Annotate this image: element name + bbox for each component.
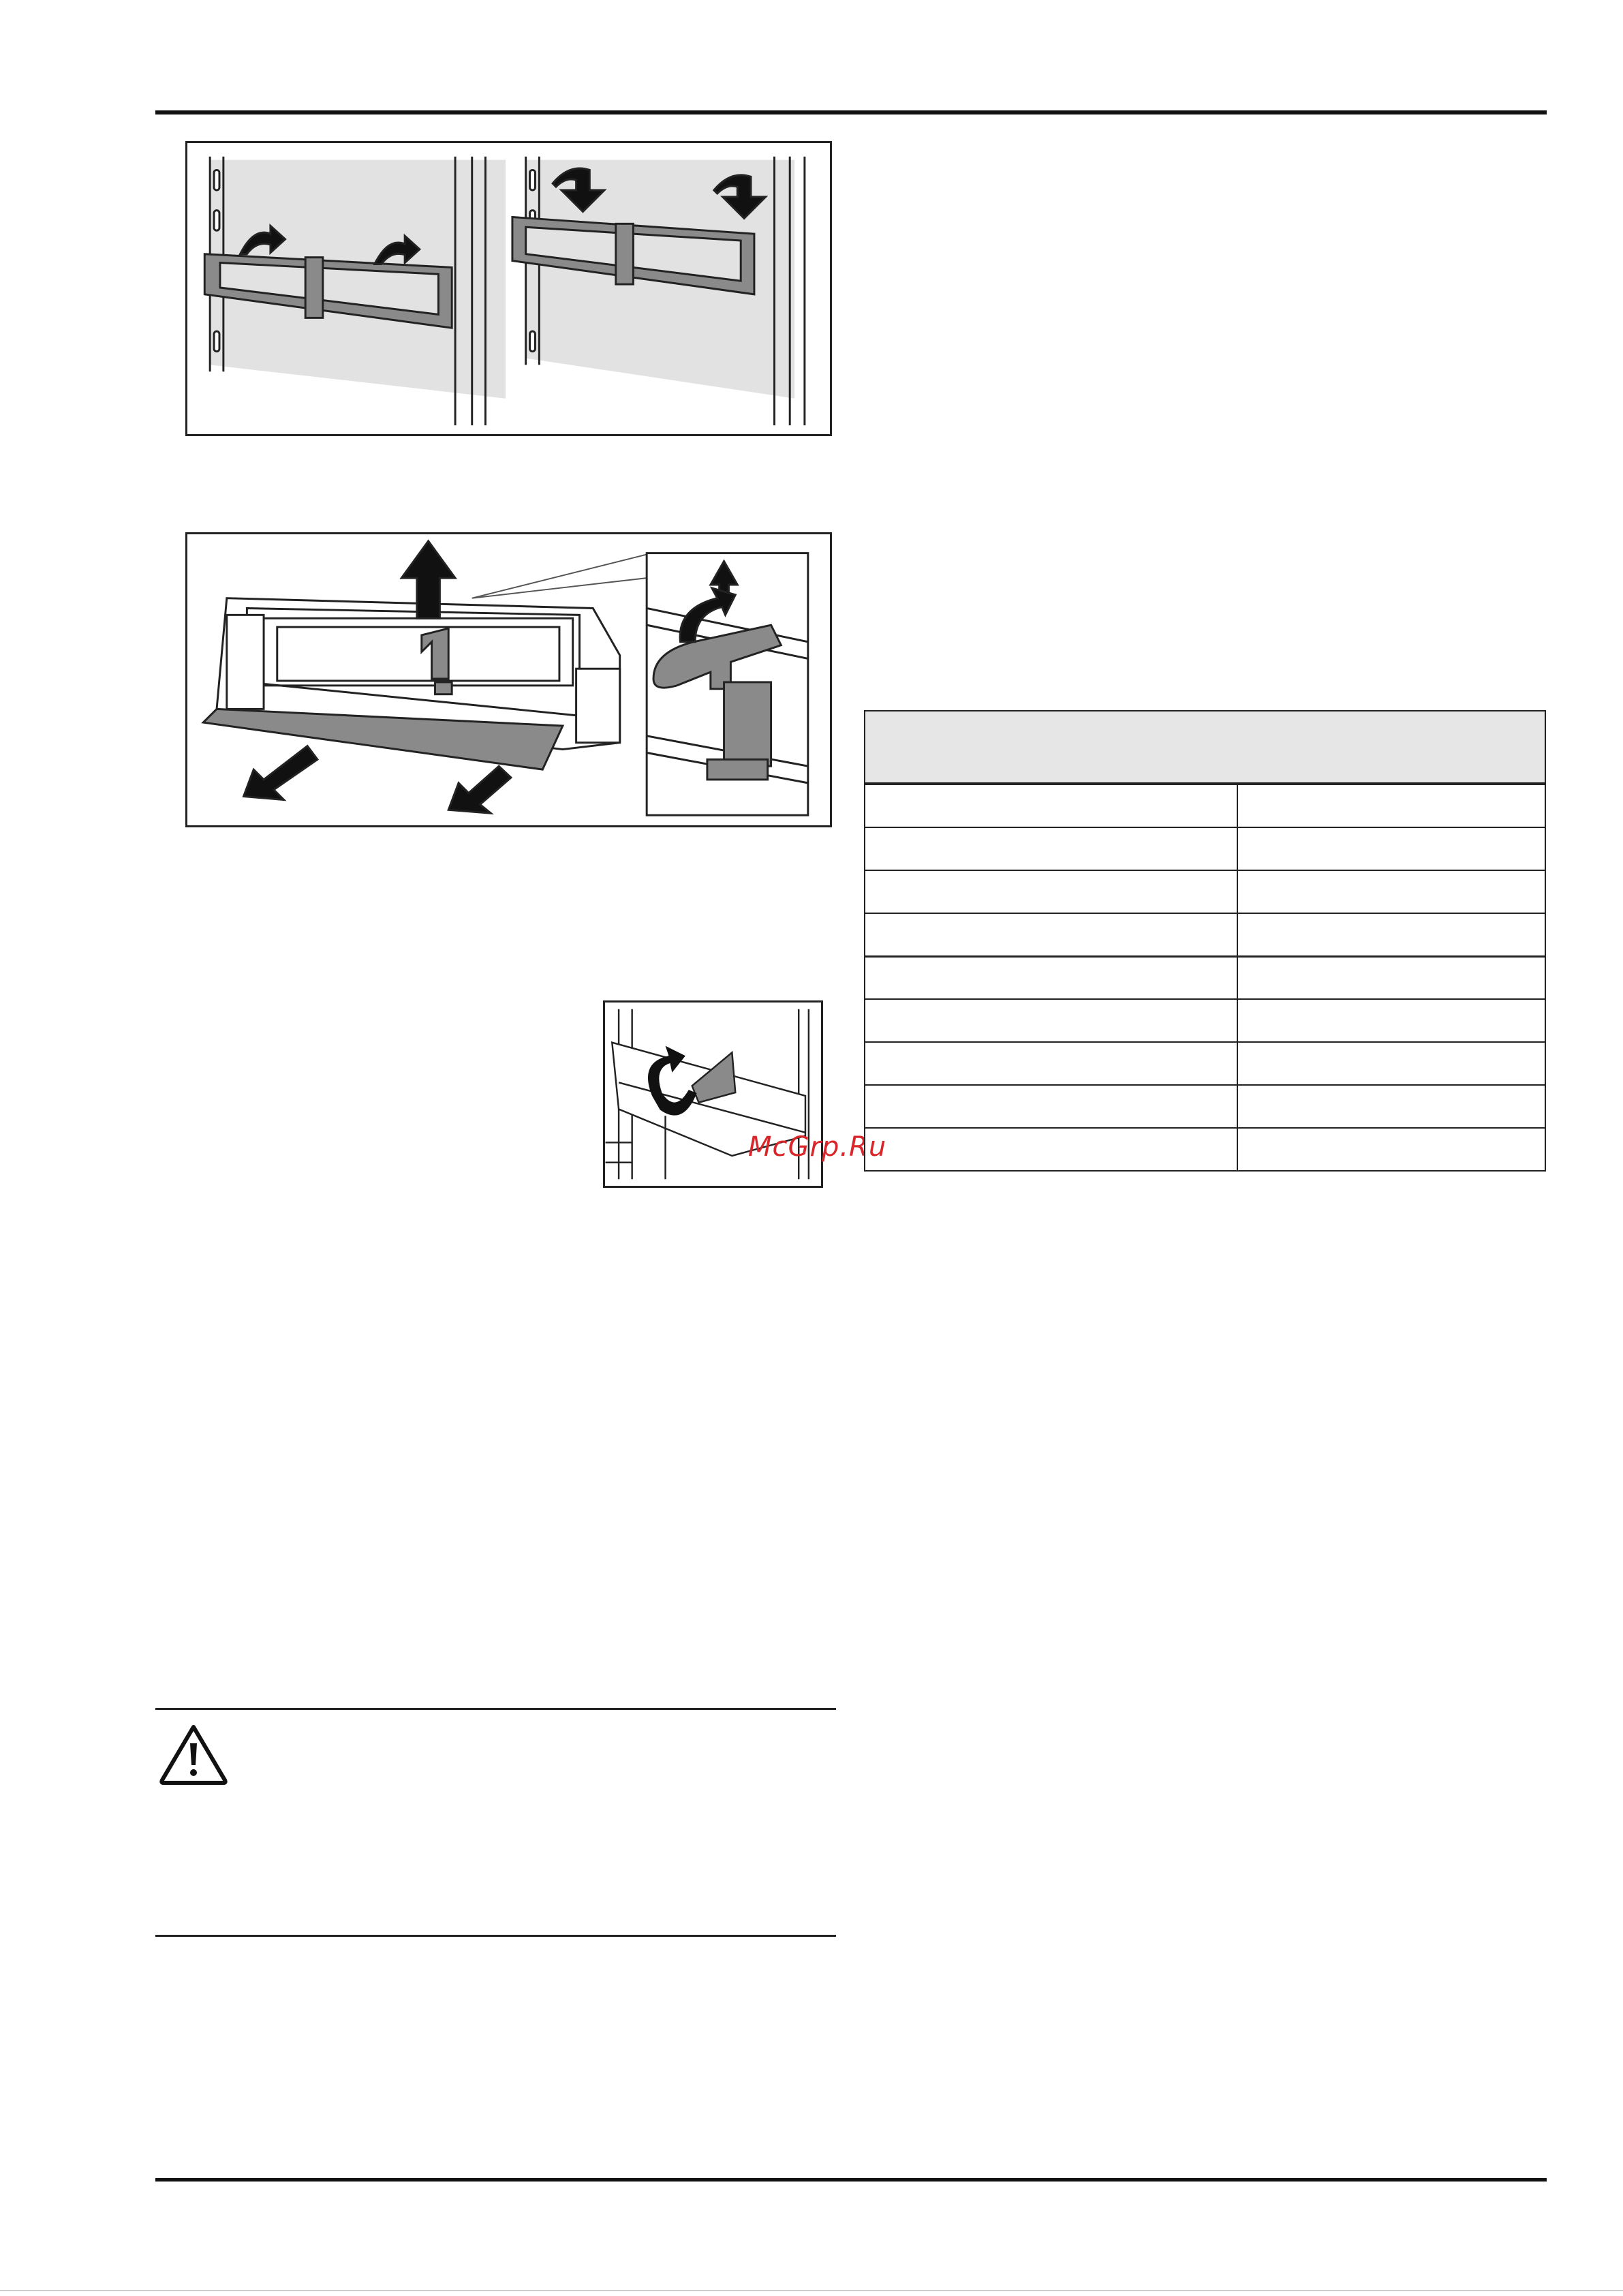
table-row [865,998,1545,1041]
table-row [865,827,1545,870]
header-rule [155,110,1547,114]
drawer-remove-icon [187,534,830,825]
table-row [865,955,1545,998]
footer-rule [155,2178,1547,2182]
page-bottom-edge [0,2290,1623,2291]
warning-top-rule [155,1708,836,1710]
data-table [864,710,1546,1172]
shelf-hang-icon [187,143,830,434]
table-row [865,784,1545,827]
warning-box [155,1708,836,1937]
warning-bottom-rule [155,1935,836,1937]
table-row [865,1041,1545,1084]
table-header [865,711,1545,784]
table-row [865,1084,1545,1127]
table-row [865,870,1545,913]
figure-drawer-remove [185,532,832,827]
warning-triangle-icon [158,1723,229,1786]
table-row [865,913,1545,955]
figure-shelf-hang [185,141,832,436]
table-row [865,1127,1545,1170]
watermark-text: McGrp.Ru [748,1131,887,1163]
